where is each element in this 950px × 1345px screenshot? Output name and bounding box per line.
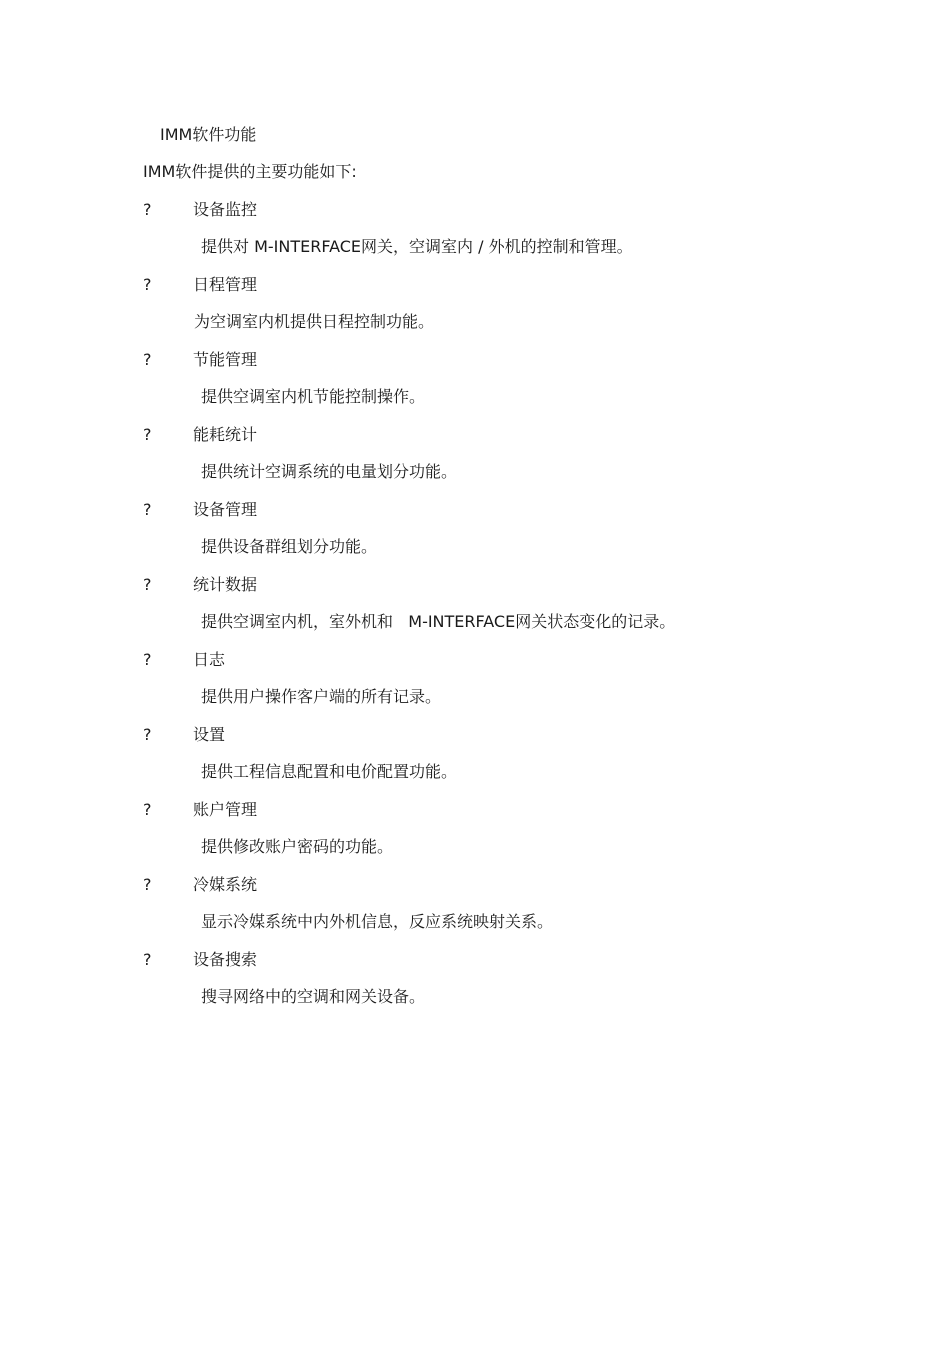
feature-item-device-management (0, 499, 950, 574)
bullet-marker: ? (143, 800, 152, 819)
feature-item-refrigerant-system (0, 874, 950, 949)
bullet-marker: ? (143, 500, 152, 519)
bullet-marker: ? (143, 725, 152, 744)
feature-title: 账户管理 (193, 800, 258, 819)
feature-title: 节能管理 (193, 350, 258, 369)
feature-description: 提供空调室内机节能控制操作。 (201, 387, 426, 406)
feature-item-device-search (0, 949, 950, 1024)
bullet-marker: ? (143, 200, 152, 219)
feature-title: 设置 (193, 725, 226, 744)
feature-item-settings (0, 724, 950, 799)
feature-item-account-management (0, 799, 950, 874)
feature-description: 为空调室内机提供日程控制功能。 (194, 312, 435, 331)
feature-description: 提供空调室内机，室外机和 M-INTERFACE网关状态变化的记录。 (201, 612, 676, 631)
feature-title: 日志 (193, 650, 226, 669)
bullet-marker: ? (143, 575, 152, 594)
feature-description: 提供用户操作客户端的所有记录。 (201, 687, 442, 706)
bullet-marker: ? (143, 650, 152, 669)
intro-paragraph: IMM软件提供的主要功能如下: (143, 162, 357, 181)
feature-title: 设备搜索 (193, 950, 258, 969)
feature-item-log (0, 649, 950, 724)
feature-item-statistics-data (0, 574, 950, 649)
feature-title: 设备管理 (193, 500, 258, 519)
feature-description: 搜寻网络中的空调和网关设备。 (201, 987, 426, 1006)
feature-description: 提供设备群组划分功能。 (201, 537, 378, 556)
feature-description: 提供修改账户密码的功能。 (201, 837, 394, 856)
bullet-marker: ? (143, 875, 152, 894)
feature-item-device-monitoring (0, 199, 950, 274)
feature-description: 显示冷媒系统中内外机信息，反应系统映射关系。 (201, 912, 554, 931)
feature-item-schedule-management (0, 274, 950, 349)
feature-description: 提供对 M-INTERFACE网关，空调室内 / 外机的控制和管理。 (201, 237, 633, 256)
feature-description: 提供统计空调系统的电量划分功能。 (201, 462, 458, 481)
feature-title: 能耗统计 (193, 425, 258, 444)
bullet-marker: ? (143, 350, 152, 369)
feature-title: 冷媒系统 (193, 875, 258, 894)
feature-title: 日程管理 (193, 275, 258, 294)
bullet-marker: ? (143, 950, 152, 969)
bullet-marker: ? (143, 275, 152, 294)
feature-item-energy-saving (0, 349, 950, 424)
feature-title: 统计数据 (193, 575, 258, 594)
feature-description: 提供工程信息配置和电价配置功能。 (201, 762, 458, 781)
feature-list (0, 199, 950, 1024)
bullet-marker: ? (143, 425, 152, 444)
section-heading: IMM软件功能 (160, 125, 257, 144)
feature-title: 设备监控 (193, 200, 258, 219)
feature-item-energy-statistics (0, 424, 950, 499)
